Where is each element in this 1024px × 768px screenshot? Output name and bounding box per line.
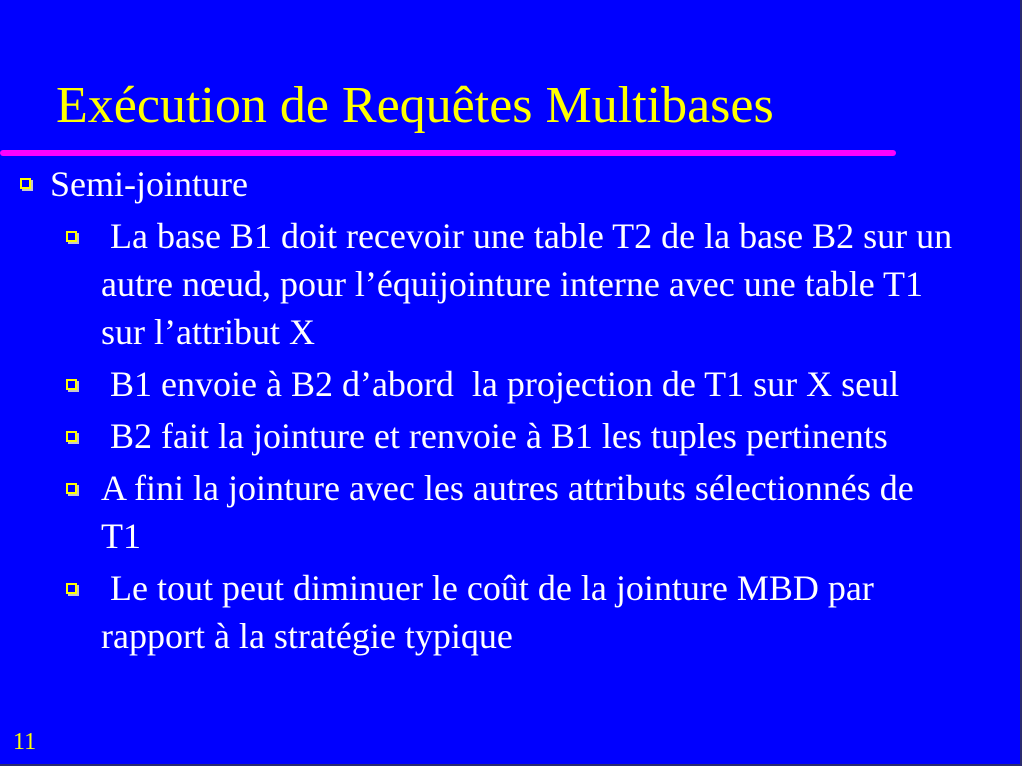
bullet-list: [0, 160, 1000, 660]
title-underline: [0, 150, 896, 156]
bullet-item-semi-jointure: [0, 160, 1000, 208]
slide-number: 11: [13, 729, 37, 755]
square-bullet-icon: [66, 379, 77, 390]
square-bullet-icon: [20, 178, 31, 189]
square-bullet-icon: [66, 231, 77, 242]
sub-bullet-item: [0, 564, 961, 660]
sub-bullet-text: La base B1 doit recevoir une table T2 de la base B2 sur un autre nœud, pour l’équijointure interne avec une table T1 sur l’attribut X: [101, 216, 962, 352]
square-bullet-icon: [66, 583, 77, 594]
sub-bullet-text: B1 envoie à B2 d’abord la projection de T1 sur X seul: [101, 364, 900, 404]
sub-bullet-item: [0, 212, 961, 356]
slide-title: Exécution de Requêtes Multibases: [56, 77, 774, 134]
sub-bullet-text: B2 fait la jointure et renvoie à B1 les tuples pertinents: [101, 416, 888, 456]
sub-bullet-item: [0, 412, 961, 460]
square-bullet-icon: [66, 431, 77, 442]
sub-bullet-text: A fini la jointure avec les autres attributs sélectionnés de T1: [101, 468, 923, 556]
bullet-text: Semi-jointure: [50, 164, 248, 204]
sub-bullet-item: [0, 464, 961, 560]
square-bullet-icon: [66, 483, 77, 494]
sub-bullet-item: [0, 360, 961, 408]
sub-bullet-text: Le tout peut diminuer le coût de la jointure MBD par rapport à la stratégie typique: [101, 568, 883, 656]
